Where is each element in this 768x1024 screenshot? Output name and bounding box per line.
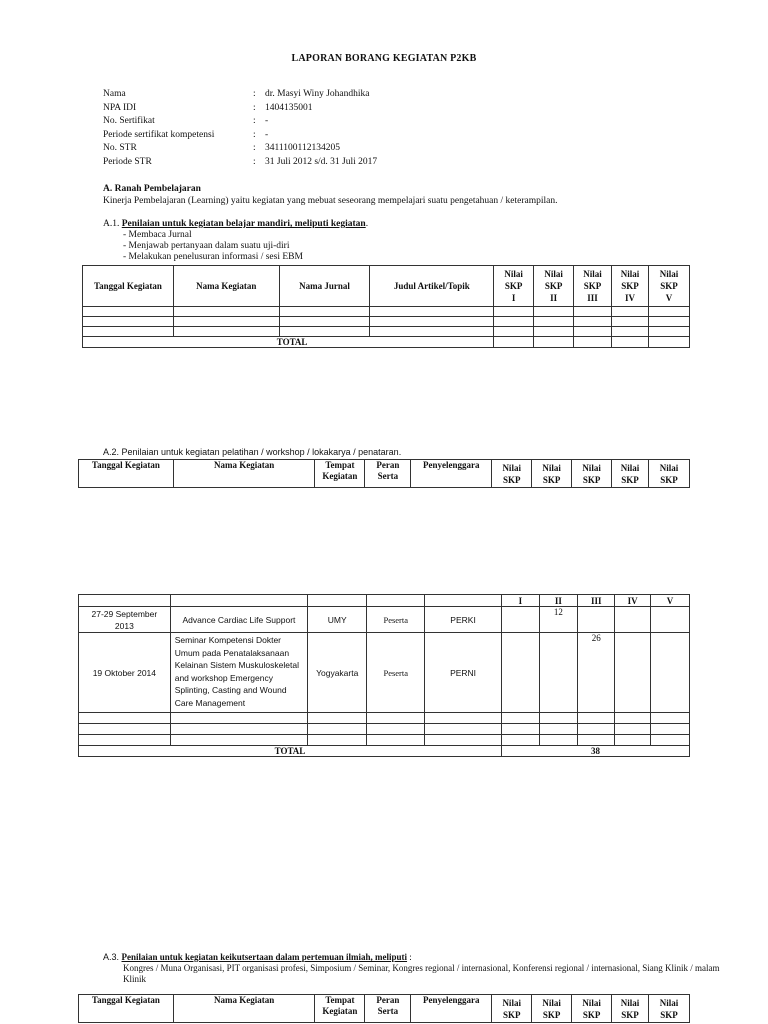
table-row [83,327,690,337]
total-row: TOTAL [83,337,690,348]
roman-header: IV [615,595,651,607]
a1-item: - Melakukan penelusuran informasi / sesi EBM [123,252,303,262]
table-row [79,735,690,746]
roman-header: V [650,595,689,607]
section-a1 [103,218,368,263]
info-row [103,102,377,116]
table-row [79,713,690,724]
skp-header: Nilai SKP [492,995,532,1023]
skp-header: Nilai SKP [532,995,572,1023]
identity-info [103,88,377,170]
table-row [83,307,690,317]
a1-item: - Membaca Jurnal [123,230,192,240]
col-header: Nama Jurnal [279,266,370,307]
info-row [103,115,377,129]
a1-item: - Menjawab pertanyaan dalam suatu uji-diri [123,241,290,251]
roman-header: II [539,595,577,607]
section-a1-heading: A.1. Penilaian untuk kegiatan belajar mandiri, meliputi kegiatan. [103,219,369,229]
info-row [103,129,377,143]
table-row: 27-29 September 2013 Advance Cardiac Life Support UMY Peserta PERKI 12 [79,607,690,633]
info-value: dr. Masyi Winy Johandhika [265,89,370,99]
section-a3 [103,951,723,985]
skp-header: Nilai SKP [572,460,612,488]
col-header: Nama Kegiatan [173,266,279,307]
info-sep: : [253,156,256,167]
col-header: Penyelenggara [411,460,492,488]
col-header: Tanggal Kegiatan [79,460,174,488]
a2-table-header [78,459,690,488]
info-row [103,142,377,156]
col-header: Penyelenggara [411,995,492,1023]
info-label: No. STR [103,143,137,154]
info-sep: : [253,143,256,154]
a1-table [82,265,690,348]
section-a3-heading: A.3. Penilaian untuk kegiatan keikutsertaan dalam pertemuan ilmiah, meliputi : [103,952,412,962]
info-sep: : [253,102,256,113]
table-row [79,724,690,735]
info-label: No. Sertifikat [103,116,155,127]
skp-header: Nilai SKP I [494,266,534,307]
info-sep: : [253,129,256,140]
table-row: 19 Oktober 2014 Seminar Kompetensi Dokter Umum pada Penatalaksanaan Kelainan Sistem Muskuloskeletal and workshop Emergency Splinting, Casting and Wound Care Management Yogyakarta Peserta PERNI 26 [79,633,690,713]
skp-header: Nilai SKP II [534,266,574,307]
info-value: - [265,129,269,140]
col-header: Tanggal Kegiatan [83,266,174,307]
roman-header: I [501,595,539,607]
section-a-heading: A. Ranah Pembelajaran [103,184,201,194]
info-label: NPA IDI [103,102,137,113]
col-header: Judul Artikel/Topik [370,266,494,307]
roman-header: III [578,595,615,607]
col-header: Nama Kegiatan [173,460,315,488]
col-header: Peran Serta [365,995,411,1023]
skp-header: Nilai SKP IV [612,266,649,307]
info-label: Periode sertifikat kompetensi [103,129,215,140]
col-header: Tempat Kegiatan [315,460,365,488]
info-row [103,88,377,102]
skp-header: Nilai SKP III [574,266,612,307]
skp-header: Nilai SKP [612,995,649,1023]
skp-header: Nilai SKP [532,460,572,488]
col-header: Tanggal Kegiatan [79,995,174,1023]
info-value: 3411100112134205 [265,143,340,154]
table-row [83,317,690,327]
col-header: Peran Serta [365,460,411,488]
skp-header: Nilai SKP V [648,266,689,307]
info-sep: : [253,116,256,127]
section-a [103,183,558,207]
info-value: 1404135001 [265,102,313,113]
info-row [103,156,377,170]
a2-table-body [78,594,690,757]
section-a3-desc: Kongres / Muna Organisasi, PIT organisasi profesi, Simposium / Seminar, Kongres regional / internasional, Konferensi regional / internasional, Siang Klinik / malam Klinik [123,963,720,984]
section-a2-heading: A.2. Penilaian untuk kegiatan pelatihan / workshop / lokakarya / penataran. [103,447,402,457]
info-value: - [265,116,269,127]
skp-header: Nilai SKP [648,995,689,1023]
info-label: Periode STR [103,156,152,167]
skp-header: Nilai SKP [648,460,689,488]
info-label: Nama [103,89,126,99]
page-title: LAPORAN BORANG KEGIATAN P2KB [291,53,477,64]
section-a-desc: Kinerja Pembelajaran (Learning) yaitu kegiatan yang mebuat seseorang mempelajari suatu pengetahuan / keterampilan. [103,196,558,206]
skp-header: Nilai SKP [492,460,532,488]
col-header: Tempat Kegiatan [315,995,365,1023]
col-header: Nama Kegiatan [173,995,315,1023]
skp-header: Nilai SKP [572,995,612,1023]
info-value: 31 Juli 2012 s/d. 31 Juli 2017 [265,156,378,167]
total-row: TOTAL 38 [79,746,690,757]
a3-table-header [78,994,690,1023]
info-sep: : [253,89,256,99]
skp-header: Nilai SKP [612,460,649,488]
